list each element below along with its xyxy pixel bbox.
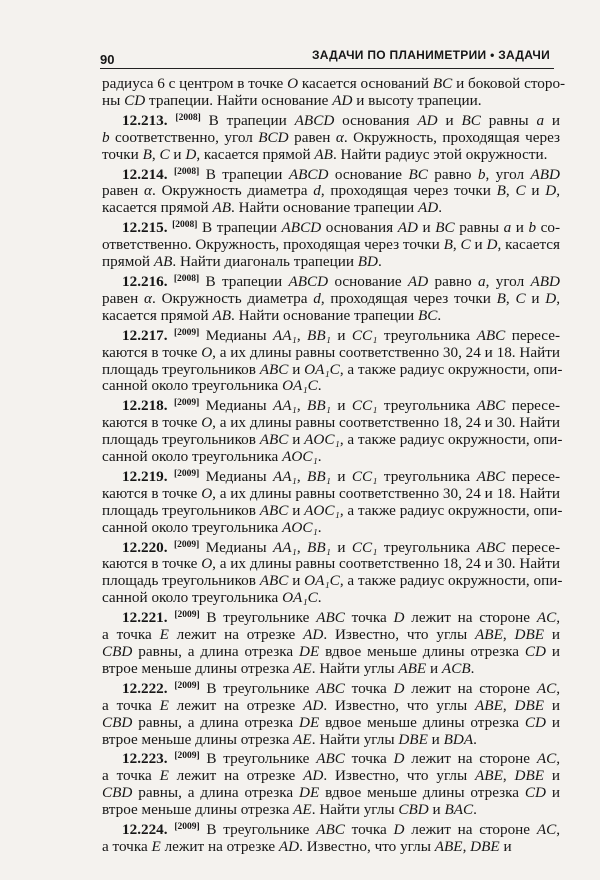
text-line: равен α. Окружность диаметра d, проходящая через точки B, C и D, xyxy=(102,289,560,307)
text-line: CBD равны, а длина отрезка DE вдвое меньше длины отрезка CD и xyxy=(102,643,560,660)
page-header xyxy=(100,46,554,69)
problem-number: 12.222. xyxy=(122,679,168,697)
text-line: CBD равны, а длина отрезка DE вдвое меньше длины отрезка CD и xyxy=(102,713,560,731)
text-line: санной около треугольника AOC₁. xyxy=(102,518,322,536)
problem-item xyxy=(102,681,560,749)
problem-year: [2009] xyxy=(174,751,200,762)
problem-text: Медианы AA₁, BB₁ и CC₁ треугольника ABC пересе- xyxy=(205,397,561,415)
problem-year: [2009] xyxy=(174,468,200,479)
text-line: а точка E лежит на отрезке AD. Известно, что углы ABE, DBE и xyxy=(102,767,560,785)
text-line: точки B, C и D, касается прямой AB. Найти радиус этой окружности. xyxy=(102,145,548,163)
problem-item xyxy=(102,751,560,819)
text-line xyxy=(102,822,560,839)
problem-item xyxy=(102,467,563,537)
text-line xyxy=(102,681,560,698)
text-line: радиуса 6 с центром в точке O касается оснований BC и боковой сторо- xyxy=(102,75,566,92)
problem-item xyxy=(102,113,560,164)
problem-number: 12.219. xyxy=(122,467,168,485)
problem-item xyxy=(102,397,563,466)
text-line: санной около треугольника OA₁C. xyxy=(102,589,322,607)
text-line: равен α. Окружность диаметра d, проходящая через точки B, C и D, xyxy=(102,182,560,200)
text-line: санной около треугольника AOC₁. xyxy=(102,448,322,466)
text-line: а точка E лежит на отрезке AD. Известно, что углы ABE, DBE и xyxy=(102,626,560,644)
problem-continuation xyxy=(102,75,566,110)
text-line: каются в точке O, а их длины равны соответственно 30, 24 и 18. Найти xyxy=(102,343,560,361)
text-line: втрое меньше длины отрезка AE. Найти углы CBD и BAC. xyxy=(102,801,477,819)
problem-year: [2009] xyxy=(174,609,200,620)
text-line: санной около треугольника OA₁C. xyxy=(102,377,322,395)
problem-number: 12.215. xyxy=(122,219,168,237)
problem-year: [2008] xyxy=(175,112,201,123)
problem-item xyxy=(102,538,563,608)
problem-year: [2009] xyxy=(174,327,200,338)
problem-number: 12.218. xyxy=(122,397,168,415)
text-line xyxy=(102,398,560,415)
text-line: площадь треугольников ABC и OA₁C, а также радиус окружности, опи- xyxy=(102,360,563,378)
text-line: площадь треугольников ABC и AOC₁, а также радиус окружности, опи- xyxy=(102,501,563,519)
problem-number: 12.220. xyxy=(122,538,168,556)
problem-year: [2009] xyxy=(174,539,200,550)
problem-item xyxy=(102,610,560,678)
problem-text: В трапеции ABCD основание BC равно b, угол ABD xyxy=(205,165,561,183)
text-line: площадь треугольников ABC и AOC₁, а также радиус окружности, опи- xyxy=(102,431,563,449)
text-line: площадь треугольников ABC и OA₁C, а также радиус окружности, опи- xyxy=(102,572,563,590)
text-line xyxy=(102,469,560,486)
problem-number: 12.216. xyxy=(122,272,168,290)
text-line xyxy=(102,540,560,557)
problem-year: [2008] xyxy=(172,220,198,231)
problem-text: Медианы AA₁, BB₁ и CC₁ треугольника ABC пересе- xyxy=(205,326,561,344)
text-line xyxy=(102,751,560,768)
problem-year: [2009] xyxy=(174,821,200,832)
problem-text: В трапеции ABCD основания AD и BC равны a и xyxy=(208,111,561,129)
problem-item xyxy=(102,326,563,396)
problem-year: [2009] xyxy=(174,680,200,691)
problem-number: 12.217. xyxy=(122,326,168,344)
text-line: ны CD трапеции. Найти основание AD и высоту трапеции. xyxy=(102,91,482,109)
text-line: ответственно. Окружность, проходящая через точки B, C и D, касается xyxy=(102,236,560,254)
problem-text: В трапеции ABCD основание AD равно a, угол ABD xyxy=(205,272,560,290)
problem-text: В треугольнике ABC точка D лежит на стороне AC, xyxy=(206,609,561,627)
problem-text: В треугольнике ABC точка D лежит на стороне AC, xyxy=(206,750,561,768)
text-line: а точка E лежит на отрезке AD. Известно, что углы ABE, DBE и xyxy=(102,837,512,855)
text-line: CBD равны, а длина отрезка DE вдвое меньше длины отрезка CD и xyxy=(102,784,560,802)
problem-text: В треугольнике ABC точка D лежит на стороне AC, xyxy=(206,821,561,839)
text-line xyxy=(102,328,560,345)
text-line: прямой AB. Найти диагональ трапеции BD. xyxy=(102,253,382,271)
text-line: касается прямой AB. Найти основание трапеции AD. xyxy=(102,199,443,217)
text-line xyxy=(102,113,560,130)
problem-item xyxy=(102,220,560,271)
problem-number: 12.214. xyxy=(122,165,168,183)
problem-number: 12.223. xyxy=(122,750,168,768)
problem-text: В треугольнике ABC точка D лежит на стороне AC, xyxy=(206,679,561,697)
page-number: 90 xyxy=(100,52,115,67)
problem-text: В трапеции ABCD основания AD и BC равны a и b со- xyxy=(202,219,561,237)
problem-year: [2009] xyxy=(174,398,200,409)
text-line: втрое меньше длины отрезка AE. Найти углы ABE и ACB. xyxy=(102,659,475,677)
problem-item xyxy=(102,274,560,325)
running-title: ЗАДАЧИ ПО ПЛАНИМЕТРИИ • ЗАДАЧИ xyxy=(311,48,550,62)
problem-text: Медианы AA₁, BB₁ и CC₁ треугольника ABC пересе- xyxy=(205,467,561,485)
text-line xyxy=(102,610,560,627)
text-line xyxy=(102,274,560,291)
text-line: втрое меньше длины отрезка AE. Найти углы DBE и BDA. xyxy=(102,730,477,748)
problem-number: 12.213. xyxy=(122,111,168,129)
text-line xyxy=(102,167,560,184)
text-line: касается прямой AB. Найти основание трапеции BC. xyxy=(102,306,442,324)
problem-item xyxy=(102,822,560,856)
text-line: каются в точке O, а их длины равны соответственно 18, 24 и 30. Найти xyxy=(102,414,560,432)
problem-year: [2008] xyxy=(173,273,200,284)
problem-item xyxy=(102,167,560,218)
text-line: каются в точке O, а их длины равны соответственно 30, 24 и 18. Найти xyxy=(102,484,560,502)
text-line: а точка E лежит на отрезке AD. Известно, что углы ABE, DBE и xyxy=(102,696,560,714)
problem-number: 12.224. xyxy=(122,821,168,839)
text-line: каются в точке O, а их длины равны соответственно 18, 24 и 30. Найти xyxy=(102,555,560,573)
problem-text: Медианы AA₁, BB₁ и CC₁ треугольника ABC пересе- xyxy=(205,538,561,556)
text-line: b соответственно, угол BCD равен α. Окружность, проходящая через xyxy=(102,128,560,146)
problem-year: [2008] xyxy=(173,166,200,177)
text-line xyxy=(102,220,560,237)
problem-number: 12.221. xyxy=(122,609,168,627)
page-body xyxy=(102,75,566,859)
